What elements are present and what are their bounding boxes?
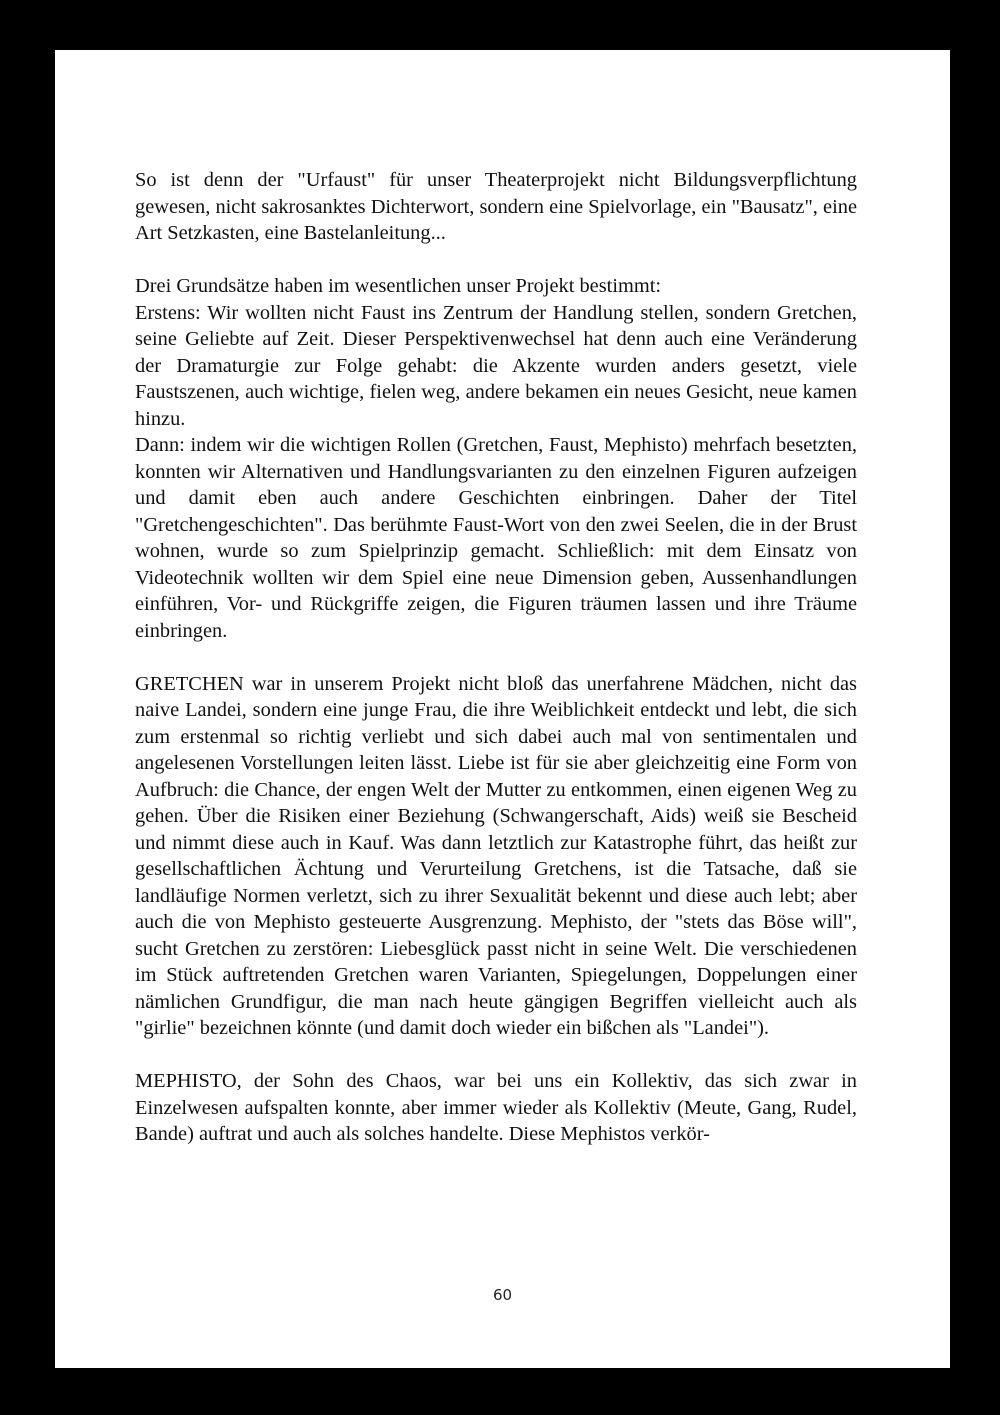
paragraph-principle-second: Dann: indem wir die wichtigen Rollen (Gretchen, Faust, Mephisto) mehrfach besetzten, konnten wir Alternativen und Handlungsvarianten zu den einzelnen Figuren aufzeigen und damit eben auch andere Geschichten einbringen. Daher der Titel "Gretchengeschichten". Das berühmte Faust-Wort von den zwei Seelen, die in der Brust wohnen, wurde so zum Spielprinzip gemacht. Schließlich: mit dem Einsatz von Videotechnik wollten wir dem Spiel eine neue Dimension geben, Aussenhandlungen einführen, Vor- und Rückgriffe zeigen, die Figuren träumen lassen und ihre Träume einbringen. bbox=[135, 434, 857, 642]
document-page bbox=[55, 50, 950, 1368]
paragraph-urfaust-intro: So ist denn der "Urfaust" für unser Theaterprojekt nicht Bildungsverpflichtung gewesen, nicht sakrosanktes Dichterwort, sondern eine Spielvorlage, ein "Bausatz", eine Art Setzkasten, eine Bastelanleitung... bbox=[135, 169, 857, 244]
paragraph-spacer bbox=[135, 1042, 857, 1069]
paragraph-gretchen: GRETCHEN war in unserem Projekt nicht bloß das unerfahrene Mädchen, nicht das naive Landei, sondern eine junge Frau, die ihre Weiblichkeit entdeckt und lebt, die sich zum erstenmal so richtig verliebt und sich dabei auch mal von sentimentalen und angelesenen Vorstellungen leiten lässt. Liebe ist für sie aber gleichzeitig eine Form von Aufbruch: die Chance, der engen Welt der Mutter zu entkommen, einen eigenen Weg zu gehen. Über die Risiken einer Beziehung (Schwangerschaft, Aids) weiß sie Bescheid und nimmt diese auch in Kauf. Was dann letztlich zur Katastrophe führt, das heißt zur gesellschaftlichen Ächtung und Verurteilung Gretchens, ist die Tatsache, daß sie landläufige Normen verletzt, sich zu ihrer Sexualität bekennt und diese auch lebt; aber auch die von Mephisto gesteuerte Ausgrenzung. Mephisto, der "stets das Böse will", sucht Gretchen zu zerstören: Liebesglück passt nicht in seine Welt. Die verschiedenen im Stück auftretenden Gretchen waren Varianten, Spiegelungen, Doppelungen einer nämlichen Grundfigur, die man nach heute gängigen Begriffen vielleicht auch als "girlie" bezeichnen könnte (und damit doch wieder ein bißchen als "Landei"). bbox=[135, 672, 857, 1039]
paragraph-principle-first: Erstens: Wir wollten nicht Faust ins Zentrum der Handlung stellen, sondern Gretchen, seine Geliebte auf Zeit. Dieser Perspektivenwechsel hat denn auch eine Veränderung der Dramaturgie zur Folge gehabt: die Akzente wurden anders gesetzt, viele Faustszenen, auch wichtige, fielen weg, andere bekamen ein neues Gesicht, neue kamen hinzu. bbox=[135, 301, 857, 430]
paragraph-spacer bbox=[135, 247, 857, 274]
body-text bbox=[135, 167, 857, 1148]
paragraph-spacer bbox=[135, 644, 857, 671]
paragraph-principles-intro: Drei Grundsätze haben im wesentlichen unser Projekt bestimmt: bbox=[135, 275, 662, 297]
page-number: 60 bbox=[492, 1286, 513, 1304]
paragraph-mephisto: MEPHISTO, der Sohn des Chaos, war bei uns ein Kollektiv, das sich zwar in Einzelwesen aufspalten konnte, aber immer wieder als Kollektiv (Meute, Gang, Rudel, Bande) auftrat und auch als solches handelte. Diese Mephistos verkör- bbox=[135, 1070, 857, 1145]
